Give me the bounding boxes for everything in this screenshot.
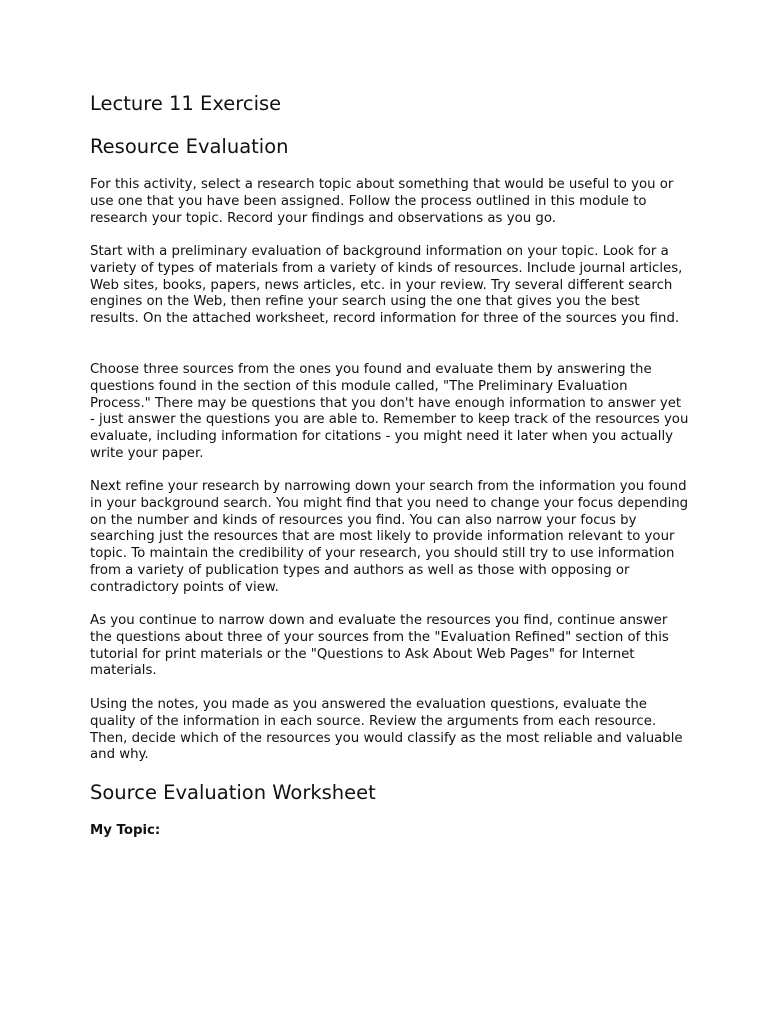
- paragraph-refine-research: Next refine your research by narrowing down your search from the information you found in your background search. You might find that you need to change your focus depending on the number and kinds of resources you find. You can also narrow your focus by searching just the resources that are most likely to provide information relevant to your topic. To maintain the credibility of your research, you should still try to use information from a variety of publication types and authors as well as those with opposing or contradictory points of view.: [90, 479, 689, 595]
- paragraph-intro: For this activity, select a research topic about something that would be useful to you or use one that you have been assigned. Follow the process outlined in this module to research your topic. Record your findings and observations as you go.: [90, 177, 674, 226]
- paragraph-preliminary-evaluation: Start with a preliminary evaluation of background information on your topic. Look for a variety of types of materials from a variety of kinds of resources. Include journal articles, Web sites, books, papers, news articles, etc. in your review. Try several different search engines on the Web, then refine your search using the one that gives you the best results. On the attached worksheet, record information for three of the sources you find.: [90, 244, 683, 327]
- document-title: Lecture 11 Exercise: [90, 92, 282, 115]
- paragraph-narrow-down: As you continue to narrow down and evaluate the resources you find, continue answer the questions about three of your sources from the "Evaluation Refined" section of this tutorial for print materials or the "Questions to Ask About Web Pages" for Internet materials.: [90, 613, 669, 679]
- paragraph-choose-sources: Choose three sources from the ones you found and evaluate them by answering the questions found in the section of this module called, "The Preliminary Evaluation Process." There may be questions that you don't have enough information to answer yet - just answer the questions you are able to. Remember to keep track of the resources you evaluate, including information for citations - you might need it later when you actually write your paper.: [90, 362, 689, 461]
- section-heading-resource-evaluation: Resource Evaluation: [90, 135, 289, 158]
- topic-label: My Topic:: [90, 823, 161, 838]
- paragraph-using-notes: Using the notes, you made as you answered the evaluation questions, evaluate the quality of the information in each source. Review the arguments from each resource. Then, decide which of the resources you would classify as the most reliable and valuable and why.: [90, 697, 683, 763]
- section-heading-worksheet: Source Evaluation Worksheet: [90, 781, 376, 804]
